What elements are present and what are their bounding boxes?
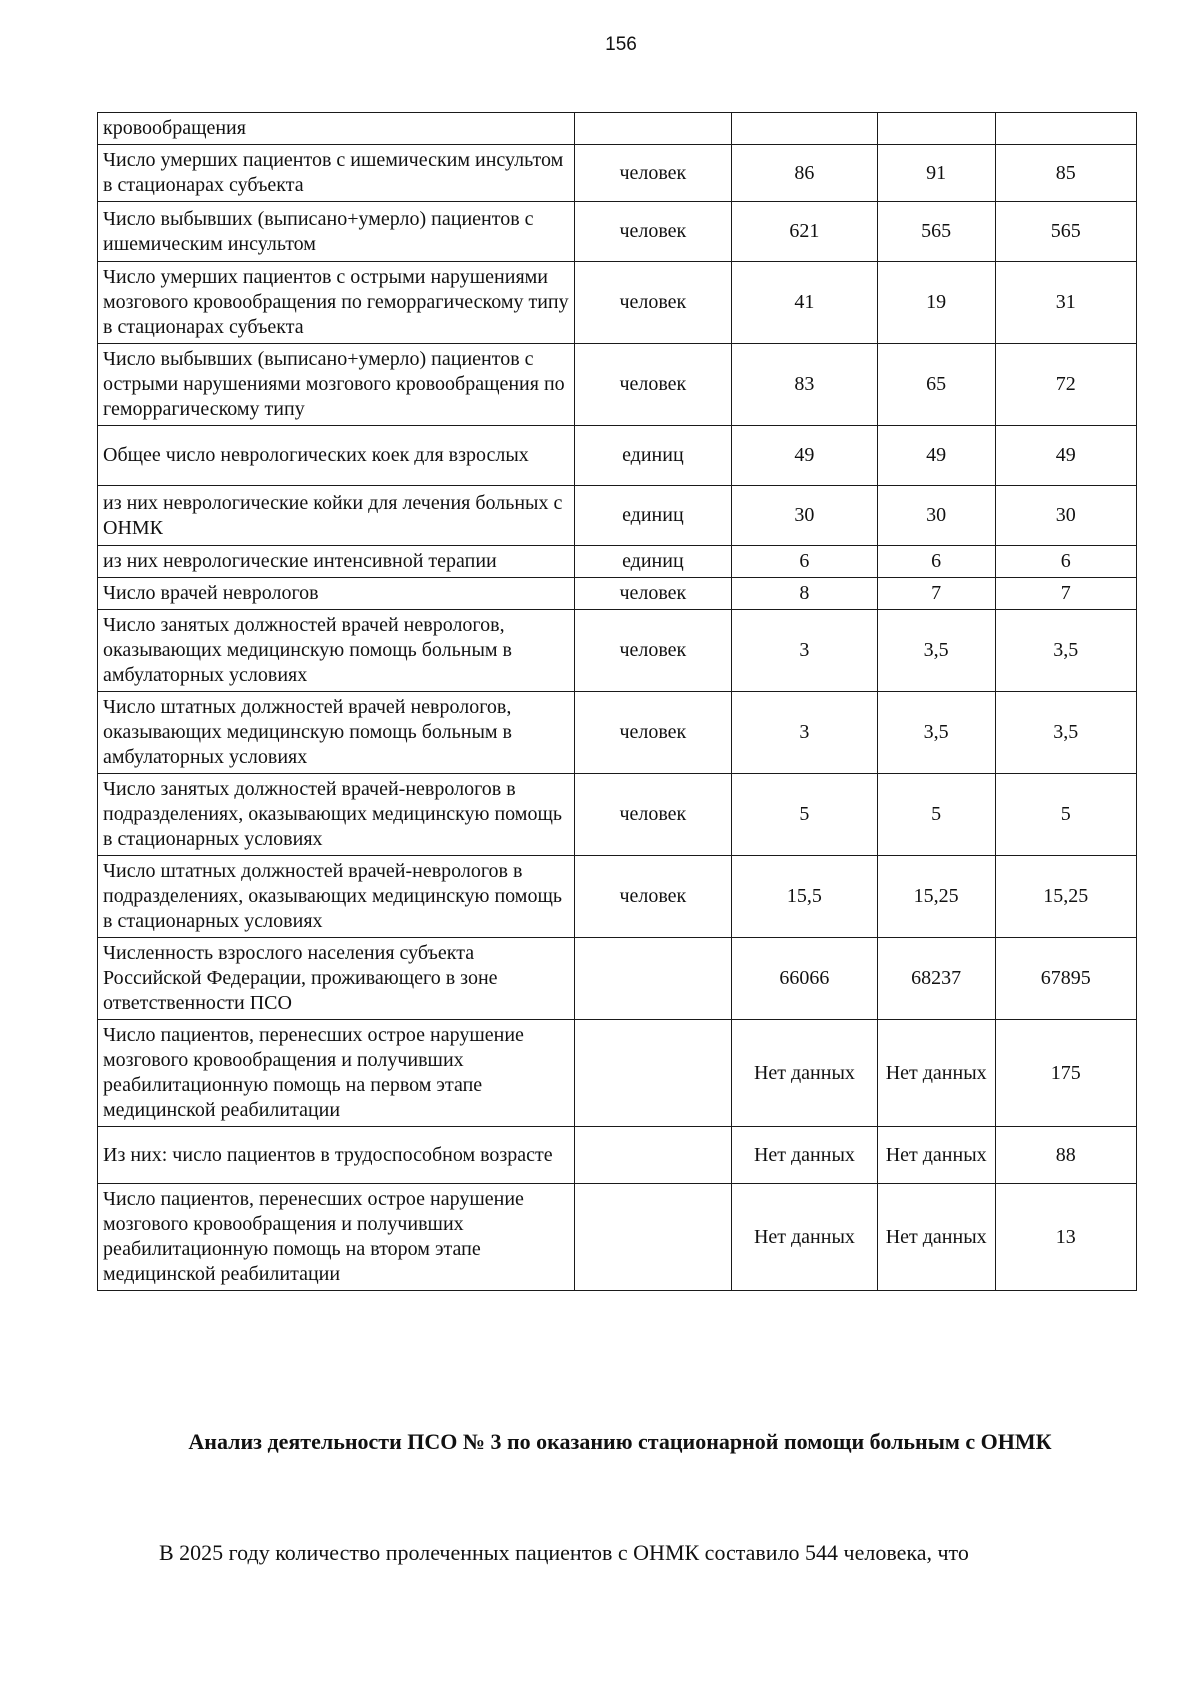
row-label: из них неврологические интенсивной терапии: [98, 546, 575, 578]
unit-cell: единиц: [574, 546, 731, 578]
unit-cell: человек: [574, 774, 731, 856]
value-cell-1: 83: [732, 344, 878, 426]
row-label: Число пациентов, перенесших острое нарушение мозгового кровообращения и получивших реабилитационную помощь на первом этапе медицинской реабилитации: [98, 1020, 575, 1127]
unit-cell: единиц: [574, 426, 731, 486]
value-cell-2: 30: [877, 486, 995, 546]
value-cell-1: 30: [732, 486, 878, 546]
value-cell-1: 86: [732, 145, 878, 202]
value-cell-2: 15,25: [877, 856, 995, 938]
statistics-table: [97, 112, 1137, 1291]
row-label: кровообращения: [98, 113, 575, 145]
table-row: [98, 610, 1137, 692]
value-cell-3: 5: [995, 774, 1136, 856]
row-label: Число штатных должностей врачей-неврологов в подразделениях, оказывающих медицинскую помощь в стационарных условиях: [98, 856, 575, 938]
unit-cell: [574, 1184, 731, 1291]
value-cell-3: [995, 113, 1136, 145]
value-cell-2: Нет данных: [877, 1020, 995, 1127]
row-label: Число выбывших (выписано+умерло) пациентов с ишемическим инсультом: [98, 202, 575, 262]
value-cell-2: 5: [877, 774, 995, 856]
table-row: [98, 692, 1137, 774]
page-number: 156: [605, 34, 637, 55]
table-row: [98, 1184, 1137, 1291]
unit-cell: человек: [574, 692, 731, 774]
row-label: Число выбывших (выписано+умерло) пациентов с острыми нарушениями мозгового кровообращения по геморрагическому типу: [98, 344, 575, 426]
unit-cell: человек: [574, 262, 731, 344]
row-label: Число умерших пациентов с острыми нарушениями мозгового кровообращения по геморрагическому типу в стационарах субъекта: [98, 262, 575, 344]
value-cell-2: 65: [877, 344, 995, 426]
value-cell-1: 3: [732, 692, 878, 774]
unit-cell: [574, 1127, 731, 1184]
value-cell-3: 3,5: [995, 692, 1136, 774]
value-cell-1: 6: [732, 546, 878, 578]
unit-cell: [574, 113, 731, 145]
unit-cell: [574, 938, 731, 1020]
value-cell-3: 3,5: [995, 610, 1136, 692]
value-cell-2: 3,5: [877, 610, 995, 692]
table-row: [98, 486, 1137, 546]
row-label: Число пациентов, перенесших острое нарушение мозгового кровообращения и получивших реабилитационную помощь на втором этапе медицинской реабилитации: [98, 1184, 575, 1291]
value-cell-3: 565: [995, 202, 1136, 262]
value-cell-1: 15,5: [732, 856, 878, 938]
value-cell-3: 15,25: [995, 856, 1136, 938]
row-label: из них неврологические койки для лечения больных с ОНМК: [98, 486, 575, 546]
row-label: Число умерших пациентов с ишемическим инсультом в стационарах субъекта: [98, 145, 575, 202]
unit-cell: человек: [574, 578, 731, 610]
unit-cell: человек: [574, 145, 731, 202]
unit-cell: человек: [574, 202, 731, 262]
value-cell-3: 13: [995, 1184, 1136, 1291]
value-cell-2: 49: [877, 426, 995, 486]
value-cell-2: Нет данных: [877, 1184, 995, 1291]
row-label: Численность взрослого населения субъекта Российской Федерации, проживающего в зоне ответственности ПСО: [98, 938, 575, 1020]
table-row: [98, 202, 1137, 262]
value-cell-1: 621: [732, 202, 878, 262]
table-row: [98, 426, 1137, 486]
section-heading: Анализ деятельности ПСО № 3 по оказанию стационарной помощи больным с ОНМК: [188, 1429, 1052, 1454]
value-cell-3: 30: [995, 486, 1136, 546]
row-label: Число врачей неврологов: [98, 578, 575, 610]
value-cell-1: 5: [732, 774, 878, 856]
value-cell-2: 91: [877, 145, 995, 202]
table-row: [98, 262, 1137, 344]
table-body: [98, 113, 1137, 1291]
value-cell-2: Нет данных: [877, 1127, 995, 1184]
value-cell-2: 6: [877, 546, 995, 578]
value-cell-1: 41: [732, 262, 878, 344]
value-cell-3: 49: [995, 426, 1136, 486]
value-cell-1: [732, 113, 878, 145]
value-cell-3: 175: [995, 1020, 1136, 1127]
row-label: Число штатных должностей врачей неврологов, оказывающих медицинскую помощь больным в амбулаторных условиях: [98, 692, 575, 774]
row-label: Число занятых должностей врачей-неврологов в подразделениях, оказывающих медицинскую помощь в стационарных условиях: [98, 774, 575, 856]
row-label: Из них: число пациентов в трудоспособном возрасте: [98, 1127, 575, 1184]
value-cell-3: 85: [995, 145, 1136, 202]
value-cell-3: 6: [995, 546, 1136, 578]
table-row: [98, 774, 1137, 856]
value-cell-2: 19: [877, 262, 995, 344]
value-cell-3: 72: [995, 344, 1136, 426]
row-label: Число занятых должностей врачей неврологов, оказывающих медицинскую помощь больным в амбулаторных условиях: [98, 610, 575, 692]
value-cell-3: 31: [995, 262, 1136, 344]
table-row: [98, 578, 1137, 610]
value-cell-1: 8: [732, 578, 878, 610]
value-cell-2: 565: [877, 202, 995, 262]
table-row: [98, 113, 1137, 145]
value-cell-3: 67895: [995, 938, 1136, 1020]
value-cell-2: [877, 113, 995, 145]
value-cell-1: 66066: [732, 938, 878, 1020]
value-cell-2: 68237: [877, 938, 995, 1020]
table-row: [98, 546, 1137, 578]
value-cell-3: 7: [995, 578, 1136, 610]
value-cell-1: Нет данных: [732, 1184, 878, 1291]
value-cell-2: 7: [877, 578, 995, 610]
table-row: [98, 344, 1137, 426]
value-cell-1: Нет данных: [732, 1127, 878, 1184]
row-label: Общее число неврологических коек для взрослых: [98, 426, 575, 486]
body-paragraph: В 2025 году количество пролеченных пациентов с ОНМК составило 544 человека, что: [159, 1540, 969, 1565]
value-cell-1: Нет данных: [732, 1020, 878, 1127]
unit-cell: человек: [574, 610, 731, 692]
table-row: [98, 145, 1137, 202]
table-row: [98, 938, 1137, 1020]
unit-cell: человек: [574, 856, 731, 938]
unit-cell: человек: [574, 344, 731, 426]
unit-cell: единиц: [574, 486, 731, 546]
value-cell-1: 49: [732, 426, 878, 486]
table-row: [98, 1127, 1137, 1184]
table-row: [98, 856, 1137, 938]
value-cell-1: 3: [732, 610, 878, 692]
table-row: [98, 1020, 1137, 1127]
value-cell-2: 3,5: [877, 692, 995, 774]
unit-cell: [574, 1020, 731, 1127]
value-cell-3: 88: [995, 1127, 1136, 1184]
